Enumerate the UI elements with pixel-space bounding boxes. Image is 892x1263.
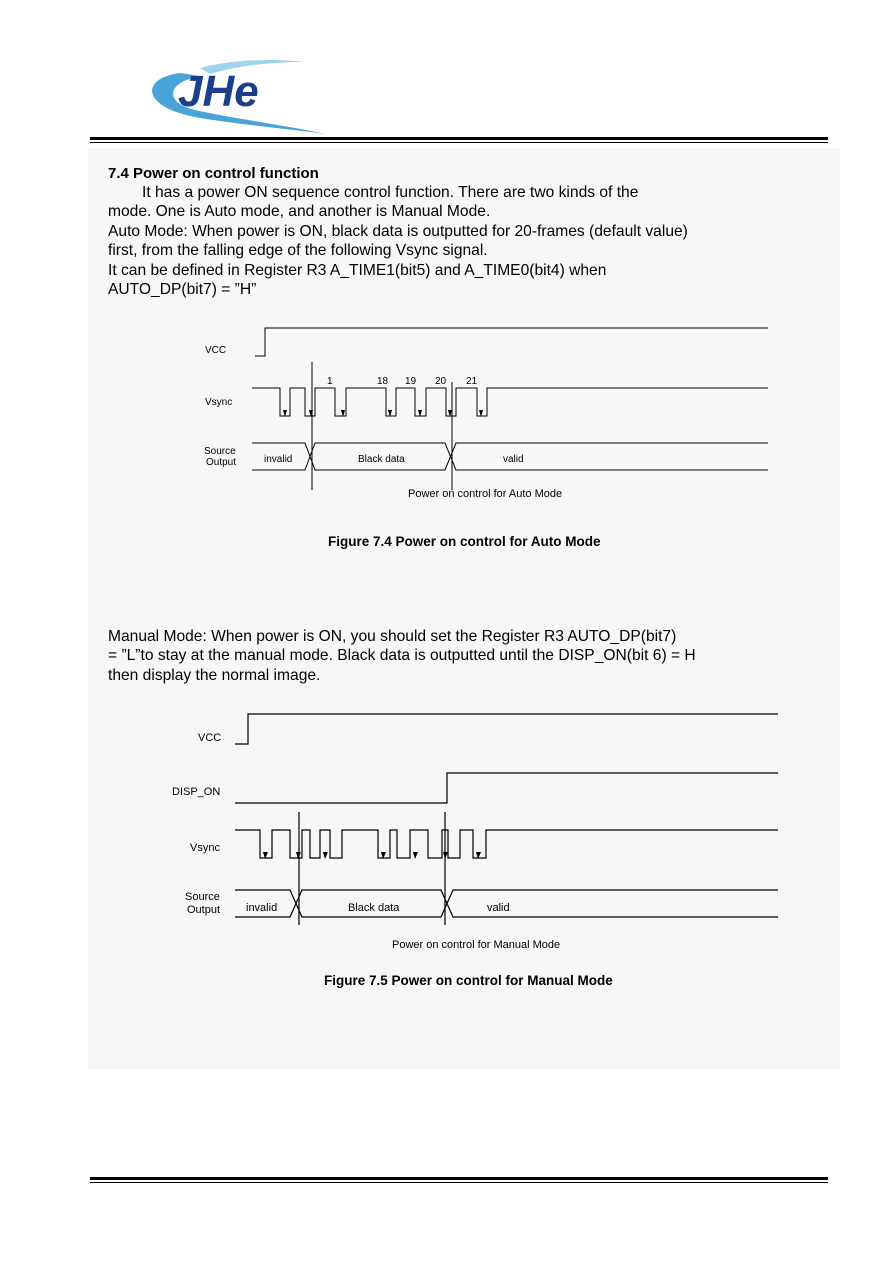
header-rule	[90, 137, 828, 143]
vcc-waveform	[235, 714, 778, 744]
output-label: Output	[206, 457, 237, 468]
source-label: Source	[204, 446, 236, 457]
pulse-number: 20	[435, 376, 447, 387]
source-label: Source	[185, 891, 220, 903]
valid-label: valid	[487, 902, 510, 914]
intro-paragraph	[108, 183, 688, 299]
auto-line: AUTO_DP(bit7) = ”H”	[108, 281, 257, 299]
manual-mode-timing-diagram	[160, 700, 790, 960]
output-label: Output	[187, 904, 221, 916]
intro-line: mode. One is Auto mode, and another is Manual Mode.	[108, 203, 491, 221]
figure-7-5-caption: Figure 7.5 Power on control for Manual Mode	[324, 973, 613, 988]
manual-line: then display the normal image.	[108, 666, 321, 684]
invalid-label: invalid	[246, 902, 278, 914]
diagram-title: Power on control for Manual Mode	[392, 939, 561, 951]
pulse-number: 19	[405, 376, 417, 387]
vsync-label: Vsync	[205, 397, 233, 408]
vcc-label: VCC	[205, 345, 227, 356]
vsync-label: Vsync	[190, 842, 220, 854]
vcc-label: VCC	[198, 732, 222, 744]
logo-text: JHe	[178, 67, 259, 116]
vsync-waveform	[235, 830, 778, 858]
manual-line: = ”L”to stay at the manual mode. Black data is outputted until the DISP_ON(bit 6) = H	[108, 647, 696, 665]
auto-line: Auto Mode: When power is ON, black data is outputted for 20-frames (default value)	[108, 222, 688, 240]
pulse-number: 1	[327, 376, 333, 387]
auto-mode-timing-diagram	[190, 320, 790, 510]
pulse-number: 18	[377, 376, 389, 387]
pulse-number: 21	[466, 376, 478, 387]
footer-rule	[90, 1177, 828, 1183]
valid-label: valid	[503, 454, 524, 465]
disp-on-waveform	[235, 773, 778, 803]
disp-on-label: DISP_ON	[172, 786, 221, 798]
vsync-waveform	[252, 388, 768, 416]
manual-paragraph	[108, 627, 696, 685]
vcc-waveform	[255, 328, 768, 356]
intro-line: It has a power ON sequence control function. There are two kinds of the	[142, 184, 639, 201]
black-data-label: Black data	[348, 902, 400, 914]
auto-line: It can be defined in Register R3 A_TIME1(bit5) and A_TIME0(bit4) when	[108, 261, 607, 279]
section-heading: 7.4 Power on control function	[108, 165, 319, 182]
figure-7-4-caption: Figure 7.4 Power on control for Auto Mode	[328, 534, 601, 549]
arrow-marker	[323, 852, 328, 859]
manual-line: Manual Mode: When power is ON, you should set the Register R3 AUTO_DP(bit7)	[108, 628, 677, 645]
company-logo	[140, 38, 340, 138]
black-data-label: Black data	[358, 454, 405, 465]
diagram-title: Power on control for Auto Mode	[408, 488, 563, 500]
auto-line: first, from the falling edge of the following Vsync signal.	[108, 242, 488, 260]
invalid-label: invalid	[264, 454, 293, 465]
arrow-marker	[413, 852, 418, 859]
